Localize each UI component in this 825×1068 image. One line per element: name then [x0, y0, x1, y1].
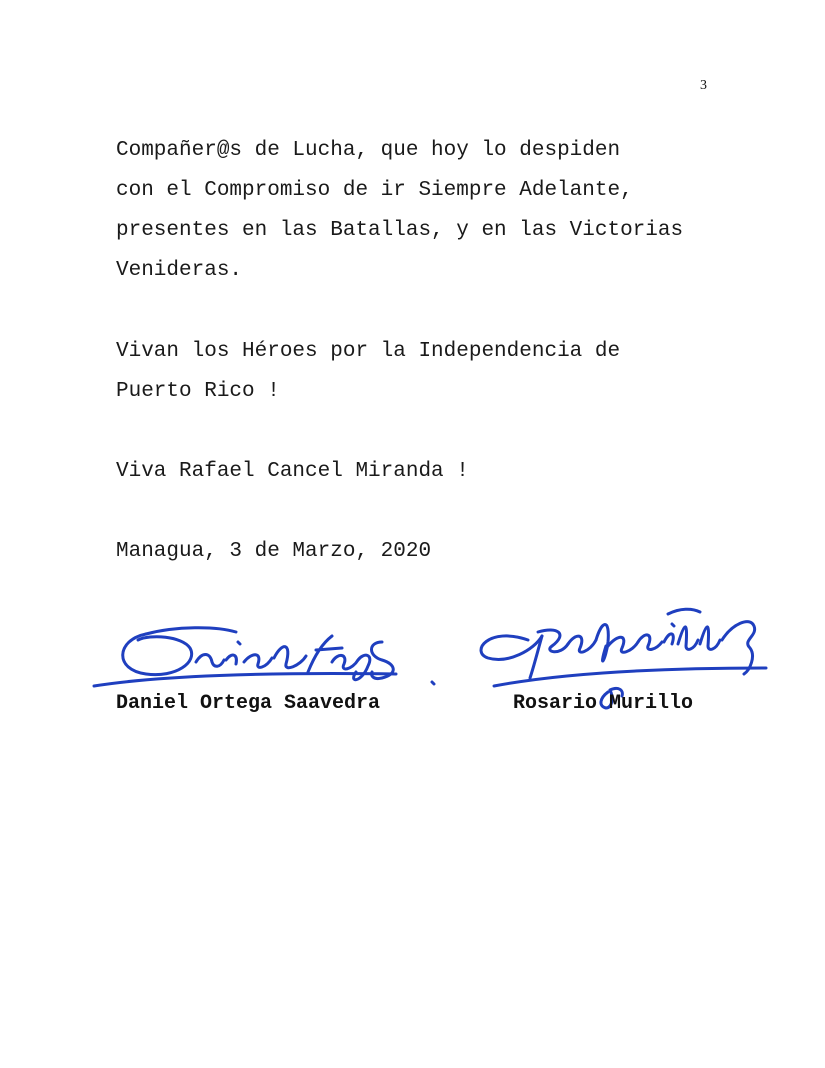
text-line: con el Compromiso de ir Siempre Adelante, — [116, 179, 633, 202]
text-line: presentes en las Batallas, y en las Victorias — [116, 219, 684, 242]
signatory-name-right: Rosario Murillo — [513, 692, 694, 715]
text-line: Managua, 3 de Marzo, 2020 — [116, 540, 432, 563]
paragraph-farewell — [116, 131, 683, 291]
text-line: Viva Rafael Cancel Miranda ! — [116, 460, 469, 483]
paragraph-viva — [116, 452, 469, 492]
text-line: Vivan los Héroes por la Independencia de — [116, 340, 621, 363]
text-line: Puerto Rico ! — [116, 380, 280, 403]
signatory-name-left: Daniel Ortega Saavedra — [116, 692, 381, 715]
paragraph-heroes — [116, 332, 620, 412]
text-line: Venideras. — [116, 259, 243, 282]
text-line: Compañer@s de Lucha, que hoy lo despiden — [116, 139, 621, 162]
signature-left — [86, 612, 446, 702]
page-number: 3 — [700, 78, 707, 93]
paragraph-place-date — [116, 532, 431, 572]
